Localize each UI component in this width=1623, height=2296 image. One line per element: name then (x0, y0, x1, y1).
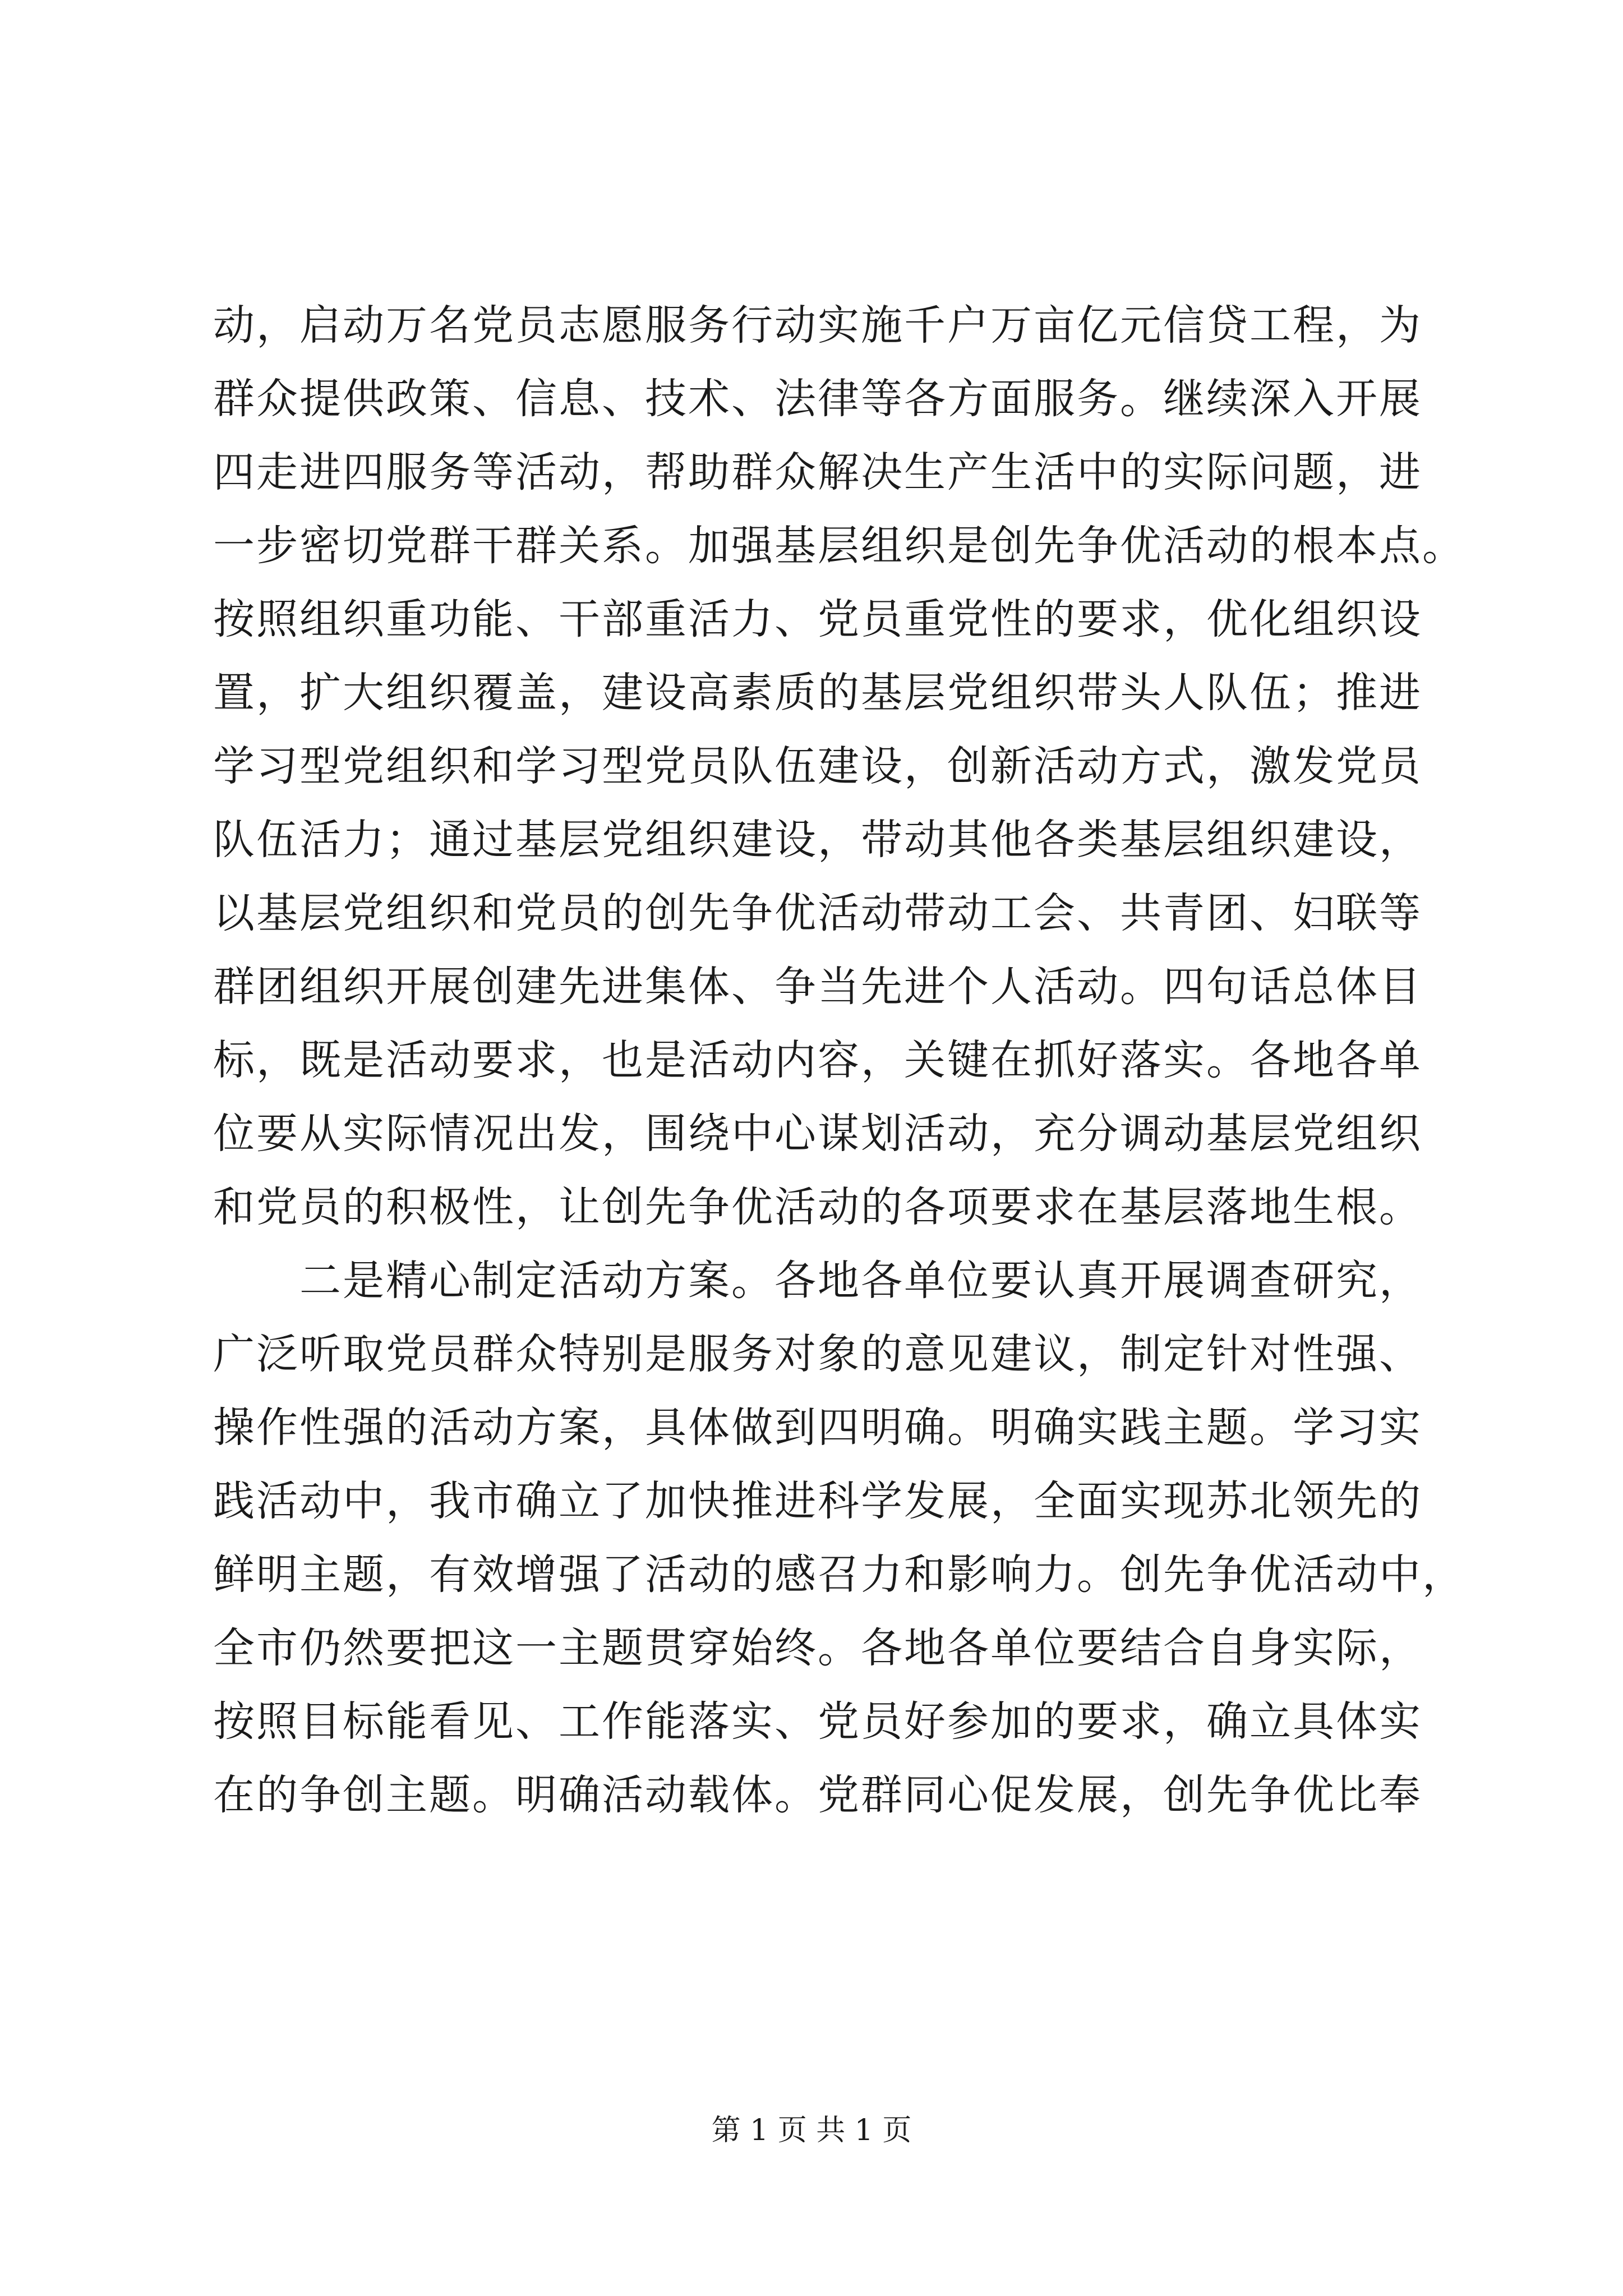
text-line: 一步密切党群干群关系。加强基层组织是创先争优活动的根本点。 (213, 522, 1465, 570)
text-line: 全市仍然要把这一主题贯穿始终。各地各单位要结合自身实际， (213, 1624, 1422, 1672)
text-line: 位要从实际情况出发，围绕中心谋划活动，充分调动基层党组织 (213, 1110, 1422, 1158)
paragraph-first-line: 二是精心制定活动方案。各地各单位要认真开展调查研究， (299, 1257, 1422, 1305)
text-line: 按照目标能看见、工作能落实、党员好参加的要求，确立具体实 (213, 1697, 1422, 1746)
text-line: 置，扩大组织覆盖，建设高素质的基层党组织带头人队伍；推进 (213, 669, 1422, 717)
text-line: 四走进四服务等活动，帮助群众解决生产生活中的实际问题，进 (213, 448, 1422, 496)
text-line: 鲜明主题，有效增强了活动的感召力和影响力。创先争优活动中， (213, 1550, 1465, 1599)
text-line: 群团组织开展创建先进集体、争当先进个人活动。四句话总体目 (213, 963, 1422, 1011)
text-line: 学习型党组织和学习型党员队伍建设，创新活动方式，激发党员 (213, 742, 1422, 790)
text-line: 和党员的积极性，让创先争优活动的各项要求在基层落地生根。 (213, 1183, 1422, 1231)
text-line: 在的争创主题。明确活动载体。党群同心促发展，创先争优比奉 (213, 1771, 1422, 1819)
text-line: 按照组织重功能、干部重活力、党员重党性的要求，优化组织设 (213, 595, 1422, 643)
page-footer: 第 1 页 共 1 页 (711, 2114, 912, 2147)
text-line: 动，启动万名党员志愿服务行动实施千户万亩亿元信贷工程，为 (213, 301, 1422, 349)
text-line: 标，既是活动要求，也是活动内容，关键在抓好落实。各地各单 (213, 1036, 1422, 1084)
text-line: 队伍活力；通过基层党组织建设，带动其他各类基层组织建设， (213, 816, 1422, 864)
text-line: 操作性强的活动方案，具体做到四明确。明确实践主题。学习实 (213, 1404, 1422, 1452)
document-body (213, 289, 1465, 1832)
text-line: 广泛听取党员群众特别是服务对象的意见建议，制定针对性强、 (213, 1330, 1422, 1378)
text-line: 以基层党组织和党员的创先争优活动带动工会、共青团、妇联等 (213, 889, 1422, 937)
text-line: 群众提供政策、信息、技术、法律等各方面服务。继续深入开展 (213, 375, 1422, 423)
text-line: 践活动中，我市确立了加快推进科学发展，全面实现苏北领先的 (213, 1477, 1422, 1525)
